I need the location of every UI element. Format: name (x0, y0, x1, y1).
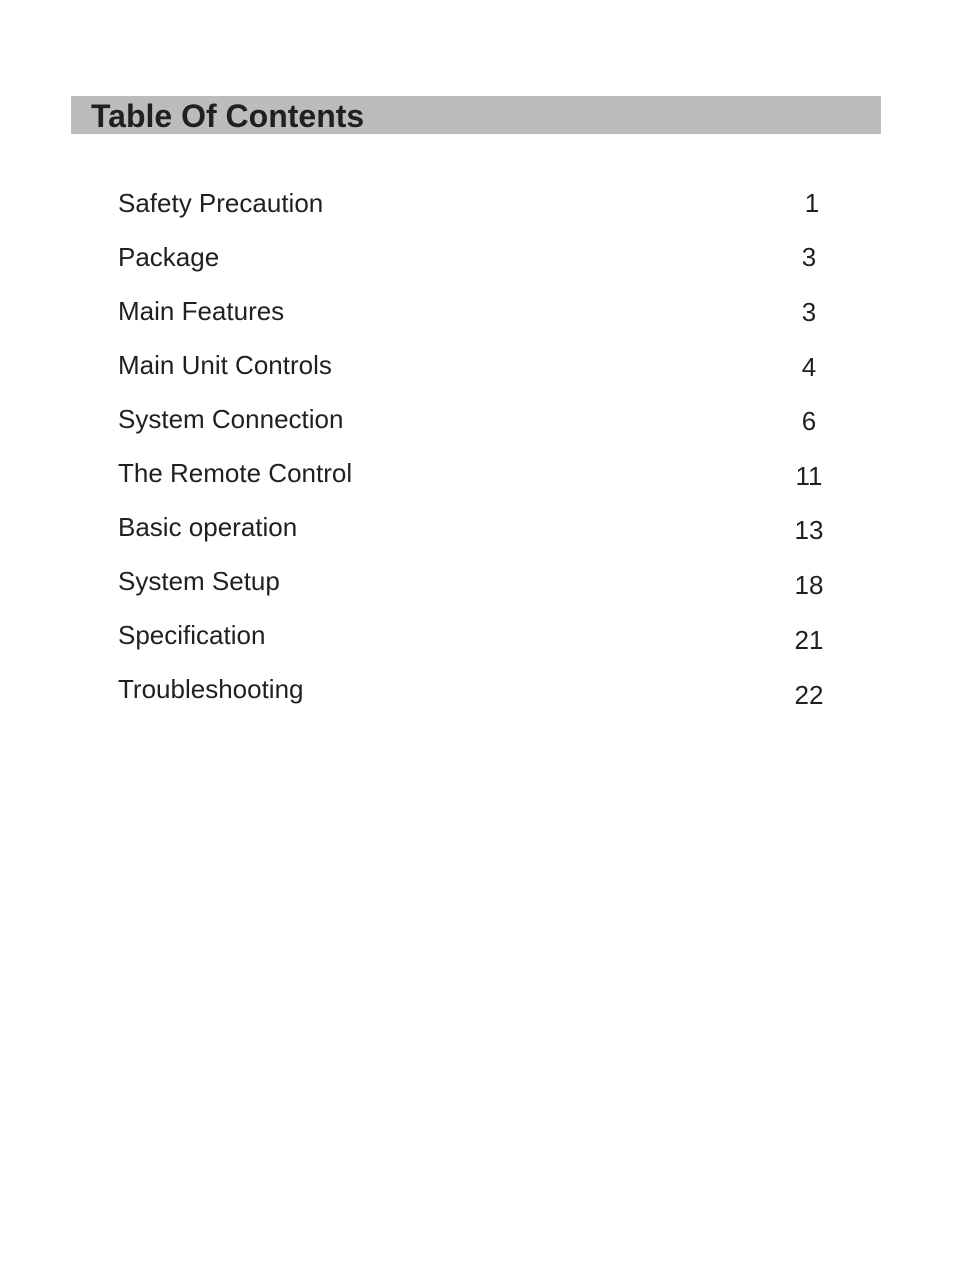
toc-entry[interactable] (0, 403, 954, 443)
toc-entry-page: 6 (801, 406, 817, 436)
toc-entry-page: 21 (794, 625, 824, 655)
page-title: Table Of Contents (91, 98, 365, 134)
toc-entry[interactable] (0, 187, 954, 227)
toc-entry-page: 13 (794, 515, 824, 545)
toc-entry-label: System Setup (118, 566, 280, 596)
toc-entry-page: 11 (795, 461, 823, 491)
toc-entry-label: System Connection (118, 404, 344, 434)
toc-entry-page: 3 (801, 297, 817, 327)
toc-entry[interactable] (0, 673, 954, 713)
toc-entry-page: 3 (801, 242, 817, 272)
toc-entry-page: 1 (804, 188, 820, 218)
toc-entry-label: Basic operation (118, 512, 298, 542)
toc-entry-label: Specification (118, 620, 266, 650)
toc-entry-label: The Remote Control (118, 458, 353, 488)
toc-entry-label: Main Unit Controls (118, 350, 332, 380)
toc-entry-page: 4 (801, 352, 817, 382)
toc-entry-label: Safety Precaution (118, 188, 324, 218)
toc-entry[interactable] (0, 241, 954, 281)
toc-entry[interactable] (0, 349, 954, 389)
toc-entry-label: Main Features (118, 296, 285, 326)
toc-entry[interactable] (0, 295, 954, 335)
toc-entry-page: 22 (794, 680, 824, 710)
toc-entry[interactable] (0, 511, 954, 551)
toc-entry-label: Package (118, 242, 220, 272)
toc-entry-label: Troubleshooting (118, 674, 304, 704)
toc-entry[interactable] (0, 619, 954, 659)
toc-entry[interactable] (0, 565, 954, 605)
toc-entry-page: 18 (794, 570, 824, 600)
toc-entry[interactable] (0, 457, 954, 497)
